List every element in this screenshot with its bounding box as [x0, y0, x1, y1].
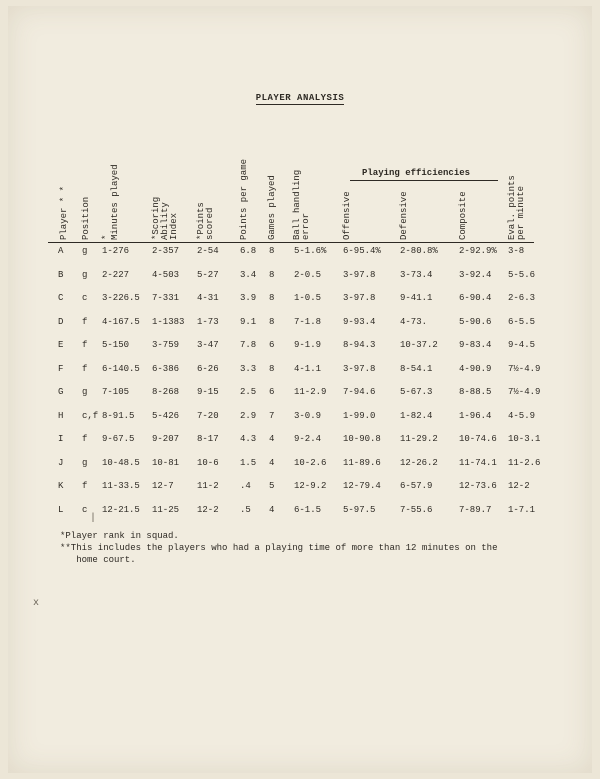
- cell-minutes: 2-227: [102, 269, 130, 280]
- cell-offensive: 12-79.4: [343, 481, 381, 491]
- cell-games-played: 4: [269, 457, 275, 468]
- cell-scoring-index: 7-331: [152, 293, 180, 303]
- cell-points-per-game: 3.9: [240, 293, 257, 303]
- cell-offensive: 6-95.4%: [343, 246, 381, 256]
- cell-scoring-index: 3-759: [152, 340, 180, 350]
- table-row: [0, 387, 600, 401]
- cell-points-per-game: 7.8: [240, 340, 257, 350]
- column-header-scoring-ability-index: *Scoring Ability Index: [151, 196, 179, 240]
- cell-points-per-game: .5: [240, 504, 251, 515]
- cell-eval-points: 7½-4.9: [508, 387, 541, 397]
- cell-composite: 11-74.1: [459, 457, 497, 468]
- cell-composite: 8-88.5: [459, 387, 492, 397]
- cell-points-per-game: 3.4: [240, 269, 257, 280]
- cell-games-played: 8: [269, 269, 275, 280]
- cell-scoring-index: 11-25: [152, 504, 180, 515]
- cell-position: g: [82, 269, 88, 280]
- column-header-defensive: Defensive: [399, 191, 409, 240]
- cell-offensive: 3-97.8: [343, 269, 376, 280]
- cell-position: c: [82, 293, 88, 303]
- cell-player: B: [58, 269, 64, 280]
- cell-player: D: [58, 316, 64, 327]
- cell-scoring-index: 6-386: [152, 363, 180, 374]
- cell-composite: 2-92.9%: [459, 246, 497, 256]
- cell-minutes: 5-150: [102, 340, 130, 350]
- pencil-mark-x: x: [33, 598, 40, 609]
- cell-composite: 3-92.4: [459, 269, 492, 280]
- cell-player: J: [58, 457, 64, 468]
- cell-defensive: 11-29.2: [400, 434, 438, 444]
- column-header-points-scored: *Points scored: [196, 202, 215, 240]
- cell-points-scored: 7-20: [197, 410, 219, 421]
- table-row: [0, 481, 600, 495]
- table-row: [0, 411, 600, 425]
- cell-position: f: [82, 316, 88, 327]
- cell-eval-points: 12-2: [508, 481, 530, 491]
- cell-composite: 10-74.6: [459, 434, 497, 444]
- cell-points-scored: 10-6: [197, 457, 219, 468]
- cell-minutes: 3-226.5: [102, 293, 140, 303]
- cell-scoring-index: 9-207: [152, 434, 180, 444]
- table-row: [0, 434, 600, 448]
- cell-defensive: 10-37.2: [400, 340, 438, 350]
- cell-player: I: [58, 434, 64, 444]
- cell-offensive: 11-89.6: [343, 457, 381, 468]
- cell-position: c,f: [82, 410, 99, 421]
- cell-ball-handling: 2-0.5: [294, 269, 322, 280]
- cell-defensive: 3-73.4: [400, 269, 433, 280]
- cell-ball-handling: 7-1.8: [294, 316, 322, 327]
- cell-minutes: 8-91.5: [102, 410, 135, 421]
- column-header-offensive: Offensive: [342, 191, 352, 240]
- cell-composite: 4-90.9: [459, 363, 492, 374]
- cell-points-scored: 2-54: [197, 246, 219, 256]
- cell-points-per-game: 4.3: [240, 434, 257, 444]
- cell-defensive: 2-80.8%: [400, 246, 438, 256]
- column-header-points-per-game: Points per game: [239, 158, 249, 240]
- cell-points-per-game: 1.5: [240, 457, 257, 468]
- cell-points-scored: 4-31: [197, 293, 219, 303]
- cell-points-scored: 6-26: [197, 363, 219, 374]
- cell-player: G: [58, 387, 64, 397]
- cell-defensive: 6-57.9: [400, 481, 433, 491]
- footnote-3: home court.: [60, 555, 136, 565]
- cell-defensive: 7-55.6: [400, 504, 433, 515]
- column-header-ball-handling-error: Ball handling error: [292, 169, 311, 240]
- cell-games-played: 8: [269, 293, 275, 303]
- cell-player: L: [58, 504, 64, 515]
- table-row: [0, 246, 600, 260]
- cell-scoring-index: 10-81: [152, 457, 180, 468]
- cell-minutes: 11-33.5: [102, 481, 140, 491]
- cell-composite: 6-90.4: [459, 293, 492, 303]
- cell-position: f: [82, 363, 88, 374]
- cell-scoring-index: 12-7: [152, 481, 174, 491]
- cell-games-played: 6: [269, 340, 275, 350]
- cell-defensive: 5-67.3: [400, 387, 433, 397]
- footnote-1: *Player rank in squad.: [60, 531, 179, 541]
- table-row: [0, 270, 600, 284]
- cell-points-scored: 8-17: [197, 434, 219, 444]
- cell-ball-handling: 4-1.1: [294, 363, 322, 374]
- cell-minutes: 7-105: [102, 387, 130, 397]
- cell-eval-points: 2-6.3: [508, 293, 536, 303]
- cell-eval-points: 4-5.9: [508, 410, 536, 421]
- cell-player: E: [58, 340, 64, 350]
- cell-defensive: 1-82.4: [400, 410, 433, 421]
- cell-ball-handling: 9-2.4: [294, 434, 322, 444]
- cell-eval-points: 6-5.5: [508, 316, 536, 327]
- cell-offensive: 3-97.8: [343, 293, 376, 303]
- group-header-line: [350, 180, 498, 181]
- cell-ball-handling: 1-0.5: [294, 293, 322, 303]
- cell-player: K: [58, 481, 64, 491]
- cell-games-played: 4: [269, 504, 275, 515]
- cell-games-played: 8: [269, 363, 275, 374]
- cell-position: f: [82, 340, 88, 350]
- cell-points-per-game: 2.5: [240, 387, 257, 397]
- page-title: [0, 93, 600, 103]
- column-header-eval-points-per-minute: Eval. points per minute: [507, 175, 526, 240]
- cell-position: g: [82, 457, 88, 468]
- cell-minutes: 1-276: [102, 246, 130, 256]
- cell-minutes: 6-140.5: [102, 363, 140, 374]
- cell-player: H: [58, 410, 64, 421]
- page-title-text: PLAYER ANALYSIS: [255, 93, 345, 103]
- cell-points-scored: 3-47: [197, 340, 219, 350]
- cell-ball-handling: 11-2.9: [294, 387, 327, 397]
- cell-composite: 7-89.7: [459, 504, 492, 515]
- column-header-games-played: Games played: [267, 175, 277, 240]
- group-header: Playing efficiencies: [362, 168, 471, 178]
- table-row: [0, 364, 600, 378]
- cell-games-played: 6: [269, 387, 275, 397]
- cell-ball-handling: 5-1.6%: [294, 246, 327, 256]
- column-header-position: Position: [81, 196, 91, 240]
- cell-offensive: 7-94.6: [343, 387, 376, 397]
- cell-defensive: 4-73.: [400, 316, 428, 327]
- cell-eval-points: 10-3.1: [508, 434, 541, 444]
- cell-position: f: [82, 434, 88, 444]
- cell-points-per-game: 2.9: [240, 410, 257, 421]
- cell-points-scored: 9-15: [197, 387, 219, 397]
- cell-player: C: [58, 293, 64, 303]
- cell-scoring-index: 1-1383: [152, 316, 185, 327]
- cell-ball-handling: 3-0.9: [294, 410, 322, 421]
- column-header-composite: Composite: [458, 191, 468, 240]
- cell-eval-points: 9-4.5: [508, 340, 536, 350]
- cell-defensive: 9-41.1: [400, 293, 433, 303]
- cell-ball-handling: 12-9.2: [294, 481, 327, 491]
- cell-points-per-game: 3.3: [240, 363, 257, 374]
- cell-scoring-index: 4-503: [152, 269, 180, 280]
- table-row: [0, 458, 600, 472]
- table-row: [0, 340, 600, 354]
- cell-composite: 12-73.6: [459, 481, 497, 491]
- column-header-minutes-played: * Minutes played: [101, 164, 120, 240]
- cell-ball-handling: 10-2.6: [294, 457, 327, 468]
- cell-games-played: 8: [269, 246, 275, 256]
- cell-points-scored: 11-2: [197, 481, 219, 491]
- cell-defensive: 8-54.1: [400, 363, 433, 374]
- cell-position: g: [82, 246, 88, 256]
- cell-minutes: 10-48.5: [102, 457, 140, 468]
- cell-offensive: 5-97.5: [343, 504, 376, 515]
- column-header-player: Player * *: [59, 185, 69, 240]
- cell-eval-points: 3-8: [508, 246, 525, 256]
- cell-composite: 9-83.4: [459, 340, 492, 350]
- header-rule: [48, 242, 534, 243]
- cell-player: F: [58, 363, 64, 374]
- cell-offensive: 1-99.0: [343, 410, 376, 421]
- pencil-mark-bar: |: [90, 513, 97, 524]
- cell-points-per-game: 9.1: [240, 316, 257, 327]
- cell-offensive: 3-97.8: [343, 363, 376, 374]
- table-row: [0, 317, 600, 331]
- cell-minutes: 4-167.5: [102, 316, 140, 327]
- cell-eval-points: 11-2.6: [508, 457, 541, 468]
- cell-position: g: [82, 387, 88, 397]
- cell-defensive: 12-26.2: [400, 457, 438, 468]
- cell-points-per-game: 6.8: [240, 246, 257, 256]
- cell-points-scored: 12-2: [197, 504, 219, 515]
- footnote-2: **This includes the players who had a playing time of more than 12 minutes on the: [60, 543, 498, 553]
- cell-points-scored: 5-27: [197, 269, 219, 280]
- cell-points-scored: 1-73: [197, 316, 219, 327]
- cell-composite: 1-96.4: [459, 410, 492, 421]
- cell-eval-points: 7½-4.9: [508, 363, 541, 374]
- cell-games-played: 5: [269, 481, 275, 491]
- cell-eval-points: 5-5.6: [508, 269, 536, 280]
- cell-offensive: 10-90.8: [343, 434, 381, 444]
- cell-scoring-index: 2-357: [152, 246, 180, 256]
- cell-offensive: 8-94.3: [343, 340, 376, 350]
- table-row: [0, 293, 600, 307]
- cell-position: f: [82, 481, 88, 491]
- footnotes: [60, 530, 497, 566]
- cell-composite: 5-90.6: [459, 316, 492, 327]
- cell-ball-handling: 9-1.9: [294, 340, 322, 350]
- cell-position: c: [82, 504, 88, 515]
- cell-games-played: 4: [269, 434, 275, 444]
- cell-ball-handling: 6-1.5: [294, 504, 322, 515]
- cell-offensive: 9-93.4: [343, 316, 376, 327]
- cell-minutes: 12-21.5: [102, 504, 140, 515]
- cell-games-played: 7: [269, 410, 275, 421]
- cell-minutes: 9-67.5: [102, 434, 135, 444]
- cell-scoring-index: 8-268: [152, 387, 180, 397]
- cell-games-played: 8: [269, 316, 275, 327]
- cell-player: A: [58, 246, 64, 256]
- cell-points-per-game: .4: [240, 481, 251, 491]
- cell-scoring-index: 5-426: [152, 410, 180, 421]
- cell-eval-points: 1-7.1: [508, 504, 536, 515]
